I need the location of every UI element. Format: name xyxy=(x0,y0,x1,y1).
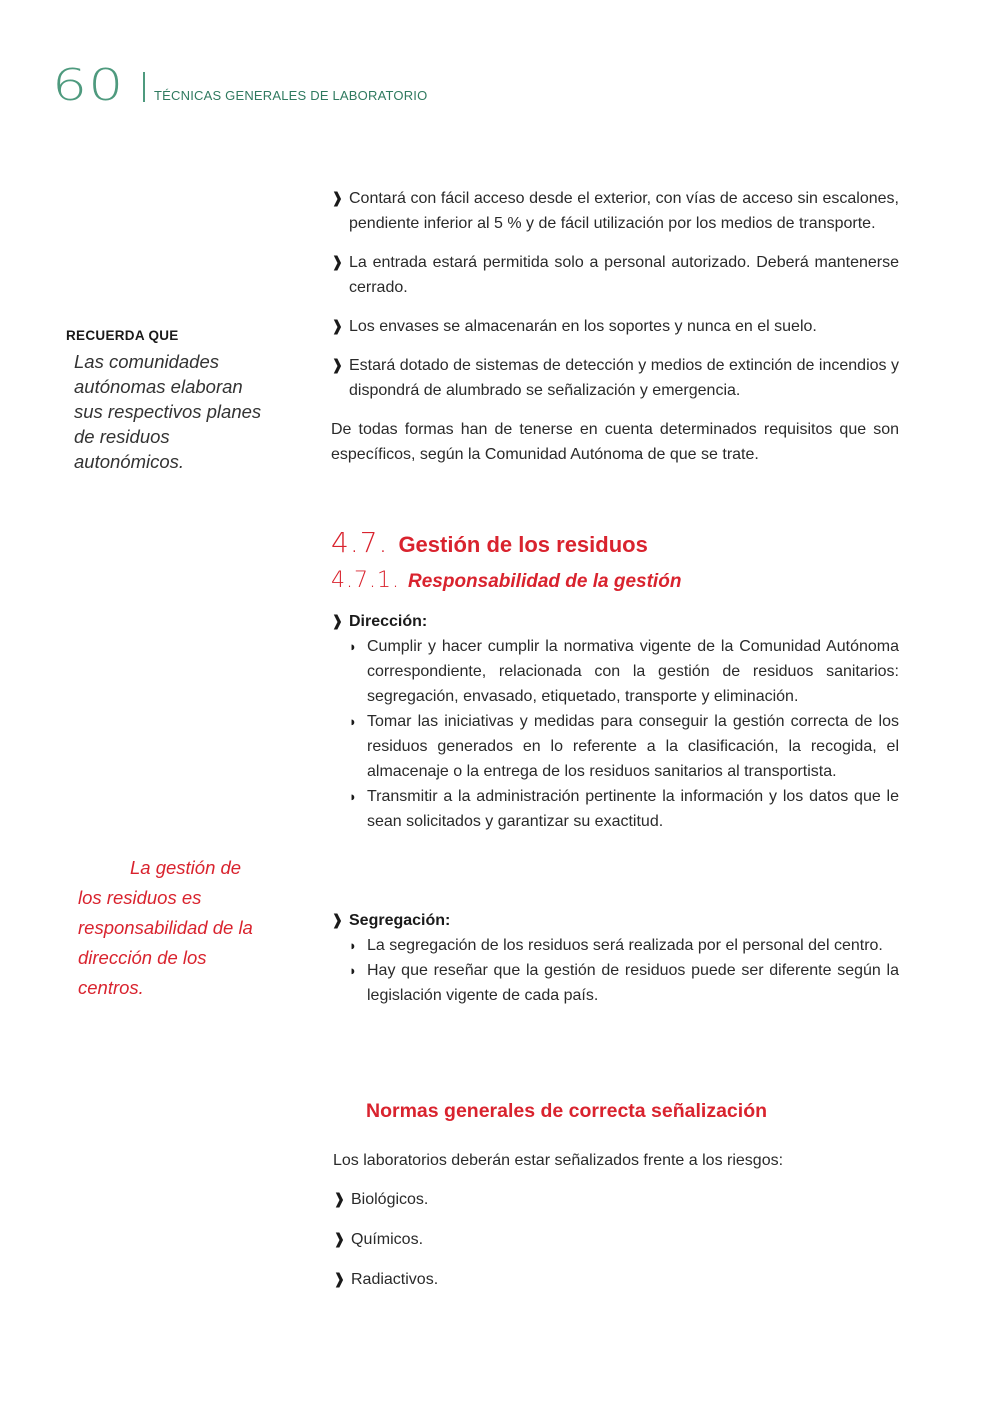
list-item: ❱ Radiactivos. xyxy=(333,1267,893,1292)
subsection-heading xyxy=(331,568,681,593)
intro-paragraph: De todas formas han de tenerse en cuenta determinados requisitos que son específicos, según la Comunidad Autónoma de que se trate. xyxy=(331,421,899,463)
normas-intro: Los laboratorios deberán estar señalizados frente a los riesgos: xyxy=(333,1152,784,1169)
margin-note-text: La gestión de los residuos es responsabilidad de la dirección de los centros. xyxy=(78,857,253,998)
segregacion-group xyxy=(331,908,899,1008)
section-number: 4.7. xyxy=(331,526,389,559)
list-item: ❱ Los envases se almacenarán en los soportes y nunca en el suelo. xyxy=(331,314,899,339)
direccion-group xyxy=(331,609,899,834)
list-item: ◗ La segregación de los residuos será realizada por el personal del centro. xyxy=(331,933,899,958)
bullet-marker-icon: ❱ xyxy=(331,254,344,271)
direccion-label: ❱ Dirección: xyxy=(331,609,899,634)
list-item: ◗ Hay que reseñar que la gestión de residuos puede ser diferente según la legislación vigente de cada país. xyxy=(331,958,899,1008)
intro-bullet-list xyxy=(331,186,899,467)
bullet-marker-icon: ❱ xyxy=(333,1191,346,1208)
section-heading xyxy=(331,526,648,559)
segregacion-label: ❱ Segregación: xyxy=(331,908,899,933)
sub-bullet-icon: ◗ xyxy=(349,714,357,729)
bullet-marker-icon: ❱ xyxy=(331,318,344,335)
bullet-marker-icon: ❱ xyxy=(331,190,344,207)
list-item: ❱ La entrada estará permitida solo a personal autorizado. Deberá mantenerse cerrado. xyxy=(331,250,899,300)
list-item: ◗ Cumplir y hacer cumplir la normativa vigente de la Comunidad Autónoma correspondiente, relacionada con la gestión de residuos sanitarios: segregación, envasado, etiquetado, transporte y eliminación. xyxy=(331,634,899,709)
sub-bullet-icon: ◗ xyxy=(349,639,357,654)
list-item: ❱ Químicos. xyxy=(333,1227,893,1252)
bullet-marker-icon: ❱ xyxy=(331,613,344,630)
list-item: ❱ Biológicos. xyxy=(333,1187,893,1212)
bullet-marker-icon: ❱ xyxy=(333,1231,346,1248)
list-item: ◗ Tomar las iniciativas y medidas para conseguir la gestión correcta de los residuos generados en lo referente a la clasificación, la recogida, el almacenaje o la entrega de los residuos sanitarios al transportista. xyxy=(331,709,899,784)
recuerda-text: Las comunidades autónomas elaboran sus respectivos planes de residuos autonómicos. xyxy=(74,351,262,472)
margin-note xyxy=(78,853,268,1003)
header-divider xyxy=(143,72,145,102)
list-item: ❱ Estará dotado de sistemas de detección y medios de extinción de incendios y dispondrá de alumbrado se señalización y emergencia. xyxy=(331,353,899,403)
bullet-marker-icon: ❱ xyxy=(331,357,344,374)
recuerda-box xyxy=(66,328,266,474)
subsection-title: Responsabilidad de la gestión xyxy=(407,571,682,592)
bullet-marker-icon: ❱ xyxy=(331,912,344,929)
sub-bullet-icon: ◗ xyxy=(349,789,357,804)
normas-heading: Normas generales de correcta señalización xyxy=(366,1100,768,1122)
normas-body xyxy=(333,1148,893,1307)
section-title: Gestión de los residuos xyxy=(398,532,648,557)
subsection-number: 4.7.1. xyxy=(331,568,400,593)
recuerda-title: RECUERDA QUE xyxy=(66,328,179,343)
sub-bullet-icon: ◗ xyxy=(349,938,357,953)
bullet-marker-icon: ❱ xyxy=(333,1271,346,1288)
list-item: ◗ Transmitir a la administración pertinente la información y los datos que le sean solicitados y garantizar su exactitud. xyxy=(331,784,899,834)
list-item: ❱ Contará con fácil acceso desde el exterior, con vías de acceso sin escalones, pendiente inferior al 5 % y de fácil utilización por los medios de transporte. xyxy=(331,186,899,236)
sub-bullet-icon: ◗ xyxy=(349,963,357,978)
page-number: 60 xyxy=(52,60,125,111)
running-title: TÉCNICAS GENERALES DE LABORATORIO xyxy=(154,88,428,103)
